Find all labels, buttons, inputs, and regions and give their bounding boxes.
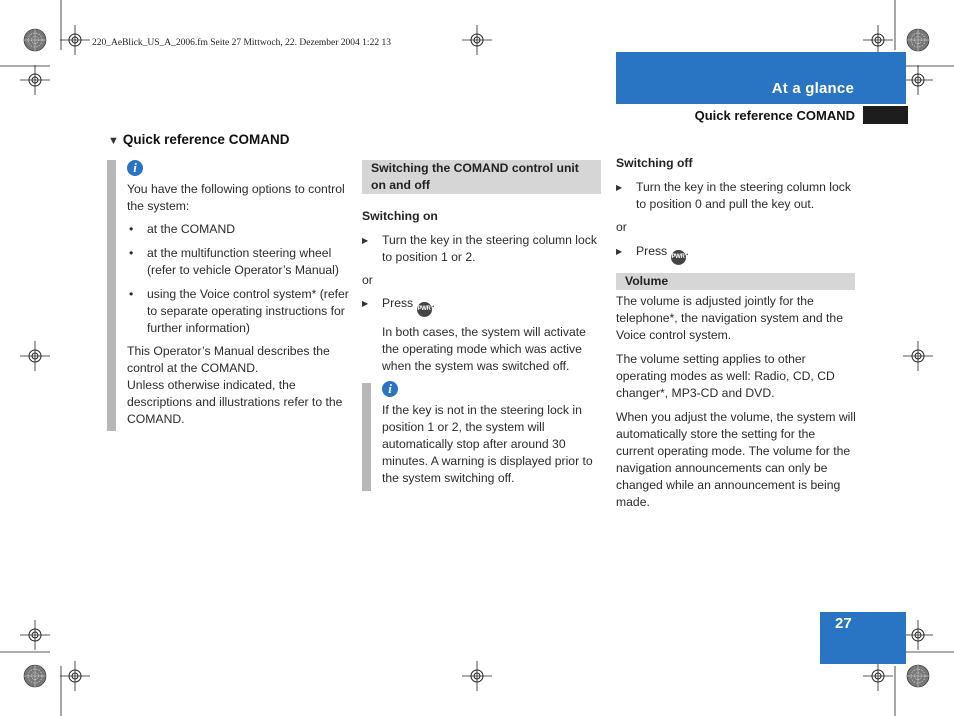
step-item: ▶ Turn the key in the steering column lock to position 1 or 2. (362, 232, 602, 266)
manual-scope: Unless otherwise indicated, the descriptions and illustrations refer to the COMAND. (127, 378, 343, 426)
column-3 (616, 155, 856, 265)
step-item: ▶ Press PWR. (616, 243, 856, 265)
print-slug: 220_AeBlick_US_A_2006.fm Seite 27 Mittwoch, 22. Dezember 2004 1:22 13 (92, 38, 391, 48)
volume-text-1: The volume is adjusted jointly for the telephone*, the navigation system and the Voice control system. (616, 294, 843, 342)
option-list (127, 221, 349, 337)
switching-off-label: Switching off (616, 156, 693, 170)
info-icon: i (382, 381, 398, 397)
press-steps (616, 243, 856, 265)
press-steps (362, 295, 602, 317)
note-bar (107, 160, 116, 431)
switching-on-label: Switching on (362, 209, 438, 223)
power-button-icon: PWR (671, 250, 686, 265)
column-2 (362, 208, 602, 375)
column-1 (127, 160, 349, 428)
note-text: If the key is not in the steering lock in position 1 or 2, the system will automatically stop after around 30 minutes. A warning is displayed prior to the system switching off. (382, 403, 593, 485)
page-number: 27 (835, 615, 852, 632)
both-cases-text: In both cases, the system will activate the operating mode which was active when the system was switched off. (382, 325, 586, 373)
column-3-volume (616, 293, 856, 511)
step-item: ▶ Turn the key in the steering column lock to position 0 and pull the key out. (616, 179, 856, 213)
list-item: • using the Voice control system* (refer to separate operating instructions for further information) (127, 286, 349, 337)
header-banner (616, 52, 906, 104)
thumb-tab (863, 106, 908, 124)
list-item: • at the multifunction steering wheel (refer to vehicle Operator’s Manual) (127, 245, 349, 279)
volume-text-3: When you adjust the volume, the system will automatically store the setting for the current operating mode. The volume for the navigation announcements can only be changed while an announcement is being made. (616, 410, 856, 509)
list-item: • at the COMAND (127, 221, 349, 238)
page-number-box (820, 612, 906, 664)
note-bar (362, 383, 371, 491)
manual-description: This Operator’s Manual describes the control at the COMAND. (127, 344, 330, 375)
switch-off-steps (616, 179, 856, 213)
or-text: or (616, 220, 627, 234)
volume-text-2: The volume setting applies to other operating modes as well: Radio, CD, CD changer*, MP3-CD and DVD. (616, 352, 835, 400)
power-button-icon: PWR (417, 302, 432, 317)
volume-heading: Volume (616, 273, 855, 290)
chapter-title: At a glance (771, 80, 854, 97)
switching-heading: Switching the COMAND control unit on and off (362, 160, 601, 194)
or-text: or (362, 273, 373, 287)
info-icon: i (127, 160, 143, 176)
section-title: ▼ Quick reference COMAND (108, 132, 290, 147)
step-item: ▶ Press PWR. (362, 295, 602, 317)
triangle-down-icon: ▼ (108, 135, 119, 147)
switch-on-steps (362, 232, 602, 266)
intro-text: You have the following options to control the system: (127, 182, 345, 213)
column-2-note (382, 381, 602, 487)
running-head: Quick reference COMAND (694, 108, 855, 123)
